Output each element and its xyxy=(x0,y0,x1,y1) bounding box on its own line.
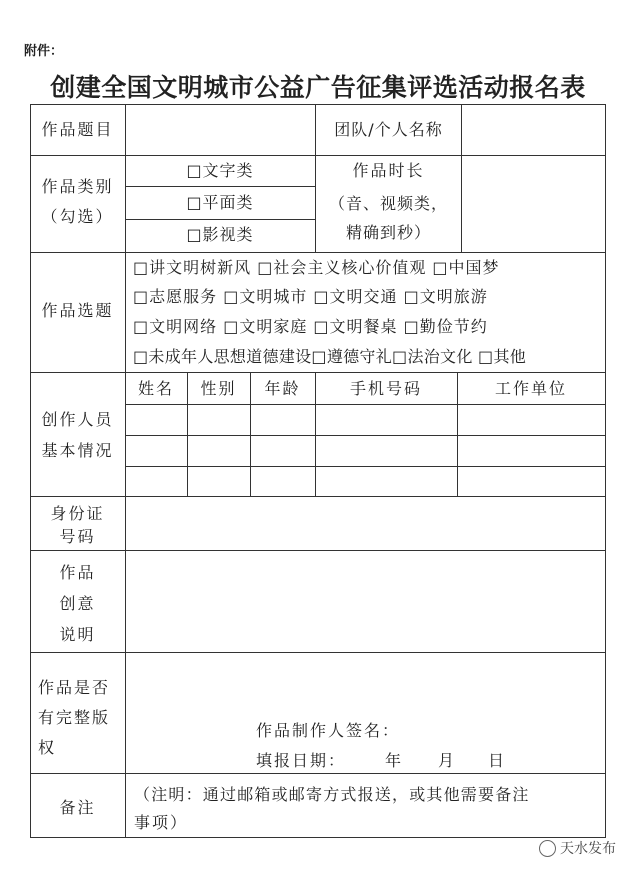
table-border-right xyxy=(605,104,606,838)
id-number-field[interactable] xyxy=(126,497,605,550)
description-label: 作品 xyxy=(59,563,96,582)
category-label: 作品类别 xyxy=(41,177,114,196)
fill-date-label: 填报日期： xyxy=(256,751,347,770)
copyright-label: 作品是否 xyxy=(38,678,111,697)
topic-options-row-3[interactable]: □文明网络 □文明家庭 □文明餐桌 □勤俭节约 xyxy=(133,317,488,336)
creator-label-2: 基本情况 xyxy=(41,441,114,460)
category-option-graphic[interactable]: □平面类 xyxy=(186,193,254,212)
duration-label: 作品时长 xyxy=(352,161,425,180)
creator-grid-h2 xyxy=(125,435,606,436)
copyright-label-3: 权 xyxy=(38,738,57,757)
col-header-gender: 性别 xyxy=(200,379,237,398)
topic-options-row-2[interactable]: □志愿服务 □文明城市 □文明交通 □文明旅游 xyxy=(133,287,488,306)
duration-hint-1: （音、视频类， xyxy=(328,194,448,213)
form-title: 创建全国文明城市公益广告征集评选活动报名表 xyxy=(50,73,586,102)
attachment-label: 附件： xyxy=(24,44,64,59)
remarks-label: 备注 xyxy=(59,798,96,817)
creator-grid-h3 xyxy=(125,466,606,467)
date-month-label: 月 xyxy=(438,751,457,770)
date-year-label: 年 xyxy=(385,751,404,770)
row-divider-6 xyxy=(30,652,606,653)
table-border-bottom xyxy=(30,837,606,838)
id-label-2: 号码 xyxy=(59,527,96,546)
row-divider-3 xyxy=(30,372,606,373)
team-name-field[interactable] xyxy=(462,105,605,155)
signature-label: 作品制作人签名： xyxy=(256,721,401,740)
topic-options-row-1[interactable]: □讲文明树新风 □社会主义核心价值观 □中国梦 xyxy=(133,258,500,277)
signature-field[interactable] xyxy=(410,718,590,740)
work-title-field[interactable] xyxy=(126,105,315,155)
duration-field[interactable] xyxy=(462,156,605,252)
category-subline-2 xyxy=(125,219,315,220)
remarks-note-line1: （注明：通过邮箱或邮寄方式报送，或其他需要备注 xyxy=(134,785,530,804)
creator-label: 创作人员 xyxy=(41,410,114,429)
creator-grid-h1 xyxy=(125,404,606,405)
copyright-label-2: 有完整版 xyxy=(38,708,111,727)
wechat-logo-icon xyxy=(539,840,556,857)
remarks-note-line2: 事项） xyxy=(134,813,189,832)
description-label-3: 说明 xyxy=(59,625,96,644)
category-subline-1 xyxy=(125,186,315,187)
label-column-divider xyxy=(125,104,126,838)
description-label-2: 创意 xyxy=(59,594,96,613)
col-header-phone: 手机号码 xyxy=(349,379,422,398)
topic-label: 作品选题 xyxy=(41,301,114,320)
col-header-name: 姓名 xyxy=(137,379,174,398)
duration-hint-2: 精确到秒） xyxy=(345,223,431,242)
registration-form-table xyxy=(30,104,606,838)
col-header-workplace: 工作单位 xyxy=(494,379,567,398)
col-header-age: 年龄 xyxy=(264,379,301,398)
id-label: 身份证 xyxy=(50,504,105,523)
description-field[interactable] xyxy=(126,551,605,652)
topic-options-row-4[interactable]: □未成年人思想道德建设□遵德守礼□法治文化 □其他 xyxy=(133,347,527,366)
category-option-text[interactable]: □文字类 xyxy=(186,161,254,180)
category-hint: （勾选） xyxy=(41,207,114,226)
watermark-text: 天水发布 xyxy=(560,841,616,857)
watermark xyxy=(539,838,616,858)
date-day-label: 日 xyxy=(488,751,507,770)
row-divider-7 xyxy=(30,773,606,774)
category-option-video[interactable]: □影视类 xyxy=(186,225,254,244)
work-title-label: 作品题目 xyxy=(41,120,114,139)
team-name-label: 团队/个人名称 xyxy=(334,120,443,139)
row-divider-2 xyxy=(30,252,606,253)
